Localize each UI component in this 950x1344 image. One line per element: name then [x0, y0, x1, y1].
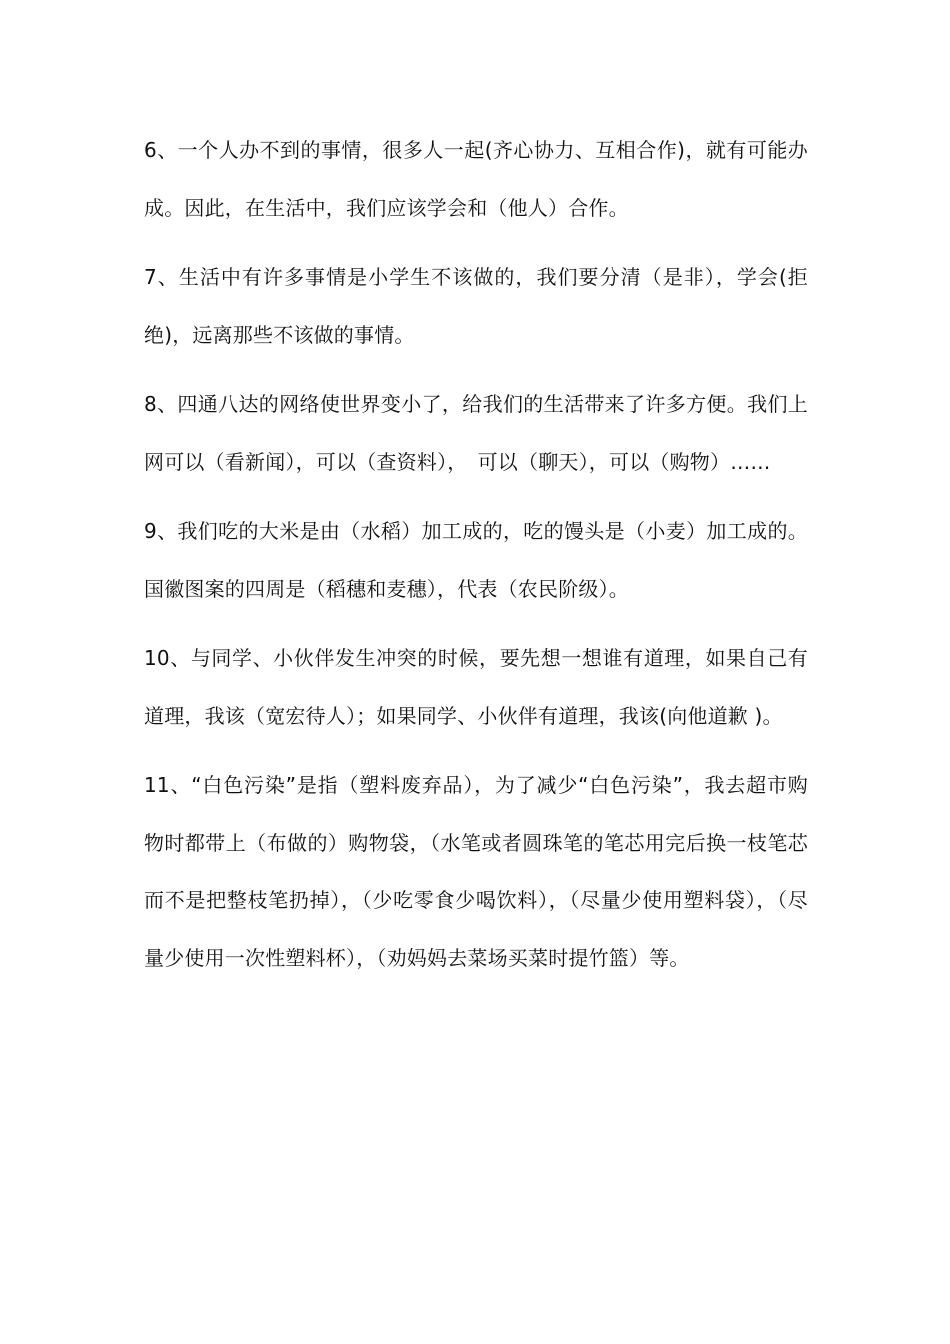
paragraph-text: 11、“白色污染”是指（塑料废弃品），为了减少“白色污染”，我去超市购物时都带上（布做的）购物袋，（水笔或者圆珠笔的笔芯用完后换一枝笔芯而不是把整枝笔扔掉），（少吃零食少喝饮料），（尽量少使用塑料袋），（尽量少使用一次性塑料杯），（劝妈妈去菜场买菜时提竹篮）等。 — [144, 773, 808, 970]
document-body — [144, 122, 808, 999]
paragraph-text: 9、我们吃的大米是由（水稻）加工成的，吃的馒头是（小麦）加工成的。国徽图案的四周是（稻穗和麦穗），代表（农民阶级）。 — [144, 519, 808, 601]
paragraph-item-7 — [144, 249, 808, 364]
paragraph-item-9 — [144, 503, 808, 618]
paragraph-item-8 — [144, 376, 808, 491]
paragraph-text: 10、与同学、小伙伴发生冲突的时候，要先想一想谁有道理，如果自己有道理，我该（宽宏待人）；如果同学、小伙伴有道理，我该(向他道歉 )。 — [144, 646, 808, 728]
paragraph-text: 6、一个人办不到的事情，很多人一起(齐心协力、互相合作)，就有可能办成。因此，在生活中，我们应该学会和（他人）合作。 — [144, 138, 808, 220]
paragraph-item-6 — [144, 122, 808, 237]
paragraph-text: 8、四通八达的网络使世界变小了，给我们的生活带来了许多方便。我们上网可以（看新闻），可以（查资料）， 可以（聊天），可以（购物）…… — [144, 392, 808, 474]
paragraph-text: 7、生活中有许多事情是小学生不该做的，我们要分清（是非），学会(拒绝)，远离那些不该做的事情。 — [144, 265, 808, 347]
paragraph-item-11 — [144, 757, 808, 987]
paragraph-item-10 — [144, 630, 808, 745]
